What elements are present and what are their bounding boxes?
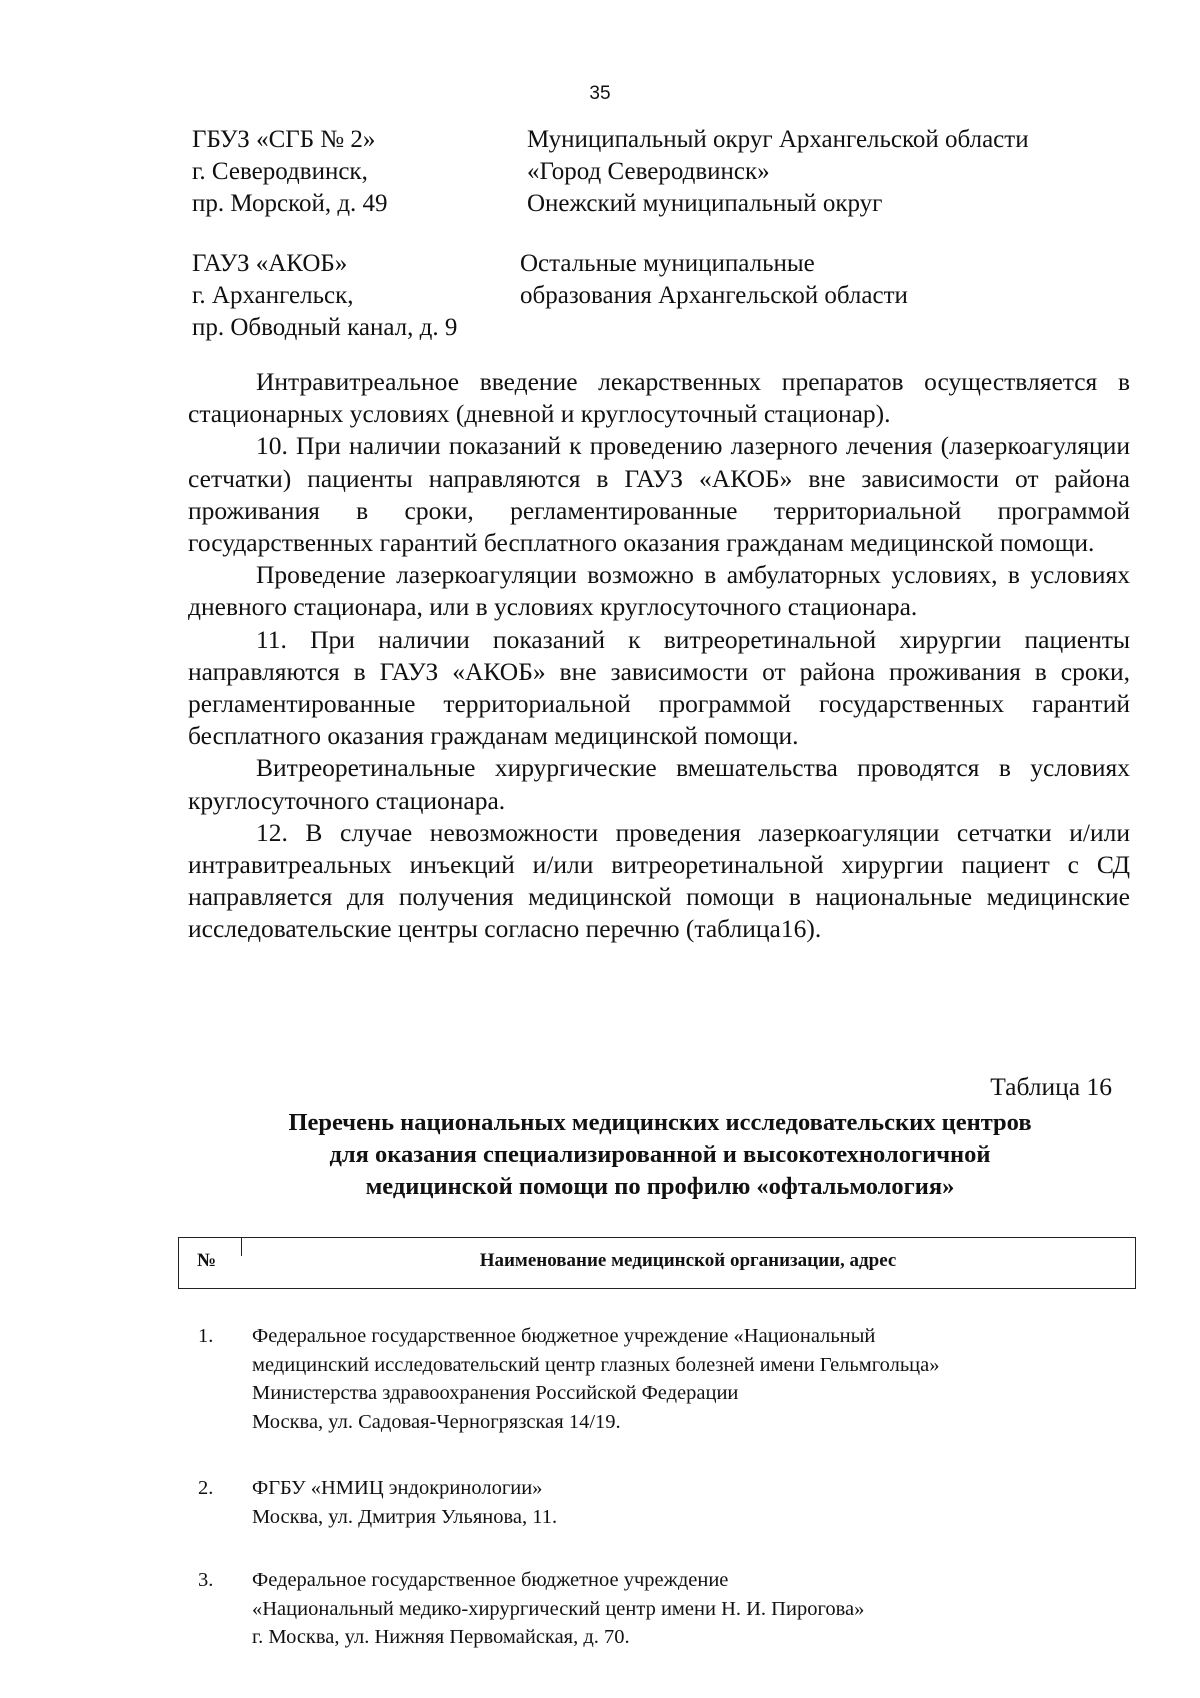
header-organization-name: Наименование медицинской организации, адрес <box>479 1250 897 1271</box>
facility-address <box>192 248 512 344</box>
routing-row-2 <box>192 248 1152 348</box>
organization-line: ФГБУ «НМИЦ эндокринологии» <box>252 1477 543 1499</box>
table-caption: Таблица 16 <box>990 1072 1112 1101</box>
paragraph: Интравитреальное введение лекарственных препаратов осуществляется в стационарных условиях (дневной и круглосуточный стационар). <box>188 367 1130 429</box>
table-title <box>200 1107 1120 1203</box>
organization-line: Федеральное государственное бюджетное учреждение <box>252 1569 729 1591</box>
facility-line: пр. Морской, д. 49 <box>192 190 388 217</box>
area-line: образования Архангельской области <box>520 282 908 309</box>
page-number: 35 <box>589 83 611 104</box>
facility-line: ГБУЗ «СГБ № 2» <box>192 126 376 153</box>
table-title-line: Перечень национальных медицинских исследовательских центров <box>288 1109 1032 1136</box>
body-text <box>188 366 1130 946</box>
area-line: Муниципальный округ Архангельской области <box>527 126 1029 153</box>
paragraph: 12. В случае невозможности проведения лазеркоагуляции сетчатки и/или интравитреальных инъекций и/или витреоретинальной хирургии пациент с СД направляется для получения медицинской помощи в национальные медицинские исследовательские центры согласно перечню (таблица16). <box>188 817 1130 944</box>
paragraph: Витреоретинальные хирургические вмешательства проводятся в условиях круглосуточного стационара. <box>188 753 1130 815</box>
organization-details <box>252 1474 1112 1531</box>
table-row <box>198 1566 1118 1656</box>
row-number: 2. <box>198 1477 214 1499</box>
table-row <box>198 1322 1118 1442</box>
table-header <box>178 1237 1136 1289</box>
paragraph: 11. При наличии показаний к витреоретинальной хирургии пациенты направляются в ГАУЗ «АКОБ» вне зависимости от района проживания в сроки, регламентированные территориальной программой государственных гарантий бесплатного оказания гражданам медицинской помощи. <box>188 624 1130 751</box>
paragraph: Проведение лазеркоагуляции возможно в амбулаторных условиях, в условиях дневного стационара, или в условиях круглосуточного стационара. <box>188 560 1130 622</box>
organization-line: Федеральное государственное бюджетное учреждение «Национальный <box>252 1325 876 1347</box>
served-areas <box>520 248 1000 312</box>
table-title-line: для оказания специализированной и высокотехнологичной <box>329 1141 991 1168</box>
table-row <box>198 1474 1118 1534</box>
organization-line: Москва, ул. Дмитрия Ульянова, 11. <box>252 1505 558 1528</box>
area-line: Онежский муниципальный округ <box>527 190 883 217</box>
organization-details <box>252 1566 1112 1652</box>
paragraph: 10. При наличии показаний к проведению лазерного лечения (лазеркоагуляции сетчатки) пациенты направляются в ГАУЗ «АКОБ» вне зависимости от района проживания в сроки, регламентированные территориальной программой государственных гарантий бесплатного оказания гражданам медицинской помощи. <box>188 431 1130 558</box>
organization-line: Министерства здравоохранения Российской Федерации <box>252 1382 739 1404</box>
served-areas <box>527 124 1029 220</box>
facility-address <box>192 124 512 220</box>
organization-details <box>252 1322 1112 1436</box>
facility-line: ГАУЗ «АКОБ» <box>192 250 348 277</box>
organization-line: «Национальный медико-хирургический центр имени Н. И. Пирогова» <box>252 1597 865 1620</box>
table-title-line: медицинской помощи по профилю «офтальмология» <box>365 1173 955 1200</box>
header-number: № <box>197 1250 217 1271</box>
row-number: 3. <box>198 1569 214 1591</box>
row-number: 1. <box>198 1325 214 1347</box>
facility-line: г. Северодвинск, <box>192 158 368 185</box>
area-line: «Город Северодвинск» <box>527 158 770 185</box>
organization-line: медицинский исследовательский центр глазных болезней имени Гельмгольца» <box>252 1353 940 1376</box>
facility-line: г. Архангельск, <box>192 282 354 309</box>
facility-line: пр. Обводный канал, д. 9 <box>192 314 458 341</box>
organization-line: г. Москва, ул. Нижняя Первомайская, д. 70. <box>252 1626 630 1648</box>
organization-line: Москва, ул. Садовая-Черногрязская 14/19. <box>252 1410 621 1433</box>
routing-row-1 <box>192 124 1152 224</box>
area-line: Остальные муниципальные <box>520 250 815 277</box>
